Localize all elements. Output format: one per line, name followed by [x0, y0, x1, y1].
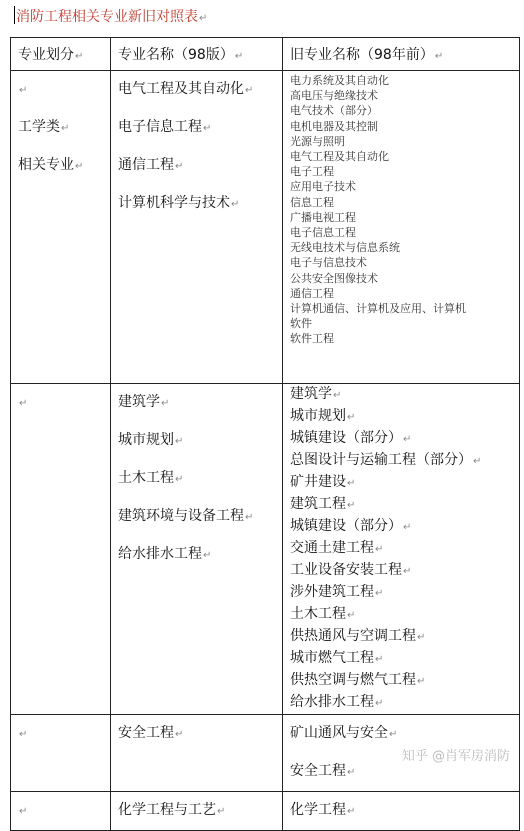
old-major-name: 供热空调与燃气工程↵ [290, 672, 426, 688]
major-cell [111, 715, 283, 792]
old-major-name: 建筑工程↵ [290, 496, 356, 512]
header-category: 专业划分↵ [11, 38, 111, 71]
old-major-name: 建筑学↵ [290, 386, 342, 402]
old-major-name: 城镇建设（部分）↵ [290, 518, 412, 534]
major-name: 建筑学↵ [118, 394, 170, 410]
major-name: 电气工程及其自动化↵ [118, 81, 254, 97]
old-major-name: 电气技术（部分） [290, 104, 378, 118]
major-name: 建筑环境与设备工程↵ [118, 508, 254, 524]
category-cell [11, 715, 111, 792]
old-major-name: 城市规划↵ [290, 408, 356, 424]
table-row [11, 792, 520, 831]
major-cell [111, 792, 283, 831]
major-name: 土木工程↵ [118, 470, 184, 486]
comparison-table [10, 37, 520, 831]
old-major-name: 高电压与绝缘技术 [290, 89, 378, 103]
watermark: 知乎 @肖军房消防 [401, 749, 510, 764]
major-cell [111, 71, 283, 384]
category-line: 相关专业↵ [18, 157, 84, 173]
category-cell [11, 792, 111, 831]
major-name: 计算机科学与技术↵ [118, 195, 240, 211]
old-major-name: 通信工程 [290, 286, 334, 300]
major-name: 安全工程↵ [118, 725, 184, 741]
old-major-name: 电力系统及其自动化 [290, 74, 389, 87]
old-major-name: 矿山通风与安全↵ [290, 725, 398, 741]
header-row [11, 38, 520, 71]
old-major-name: 应用电子技术 [290, 180, 356, 194]
old-major-name: 软件 [290, 317, 312, 331]
document-title [16, 6, 207, 26]
old-major-name: 供热通风与空调工程↵ [290, 628, 426, 644]
old-major-name: 电气工程及其自动化 [290, 150, 389, 164]
old-major-name: 城镇建设（部分）↵ [290, 430, 412, 446]
title-text: 消防工程相关专业新旧对照表 [16, 9, 198, 25]
old-major-name: 给水排水工程↵ [290, 694, 384, 710]
old-major-name: 总图设计与运输工程（部分）↵ [290, 452, 482, 468]
old-major-cell [283, 384, 520, 715]
category-line: 工学类↵ [18, 119, 70, 135]
category-line: ↵ [19, 729, 28, 740]
major-name: 城市规划↵ [118, 432, 184, 448]
old-major-name: 光源与照明 [290, 134, 345, 148]
category-cell [11, 384, 111, 715]
old-major-cell [283, 792, 520, 831]
old-major-name: 交通土建工程↵ [290, 540, 384, 556]
major-name: 电子信息工程↵ [118, 119, 212, 135]
old-major-name: 电子信息工程 [290, 226, 356, 240]
old-major-name: 电子与信息技术 [290, 256, 367, 270]
old-major-name: 无线电技术与信息系统 [290, 241, 400, 255]
old-major-name: 矿井建设↵ [290, 474, 356, 490]
major-cell [111, 384, 283, 715]
category-line: ↵ [19, 806, 28, 817]
category-cell [11, 71, 111, 384]
old-major-name: 公共安全图像技术 [290, 271, 378, 285]
old-major-name: 工业设备安装工程↵ [290, 562, 412, 578]
major-name: 化学工程与工艺↵ [118, 802, 226, 818]
old-major-cell [283, 71, 520, 384]
old-major-name: 城市燃气工程↵ [290, 650, 384, 666]
old-major-name: 土木工程↵ [290, 606, 356, 622]
old-major-name: 安全工程↵ [290, 763, 356, 779]
old-major-name: 软件工程 [290, 332, 334, 346]
old-major-name: 化学工程↵ [290, 802, 356, 818]
old-major-name: 电子工程 [290, 165, 334, 179]
old-major-name: 广播电视工程 [290, 210, 356, 224]
category-line: ↵ [19, 398, 28, 409]
old-major-name: 电机电器及其控制 [290, 119, 378, 133]
category-line: ↵ [19, 85, 28, 96]
paragraph-mark: ↵ [199, 13, 208, 24]
table-row [11, 384, 520, 715]
text-cursor [14, 6, 15, 24]
header-new-major: 专业名称（98版）↵ [111, 38, 283, 71]
table-row [11, 71, 520, 384]
old-major-name: 涉外建筑工程↵ [290, 584, 384, 600]
header-old-major: 旧专业名称（98年前）↵ [283, 38, 520, 71]
old-major-name: 计算机通信、计算机及应用、计算机 [290, 302, 466, 316]
old-major-name: 信息工程 [290, 195, 334, 209]
major-name: 给水排水工程↵ [118, 546, 212, 562]
major-name: 通信工程↵ [118, 157, 184, 173]
